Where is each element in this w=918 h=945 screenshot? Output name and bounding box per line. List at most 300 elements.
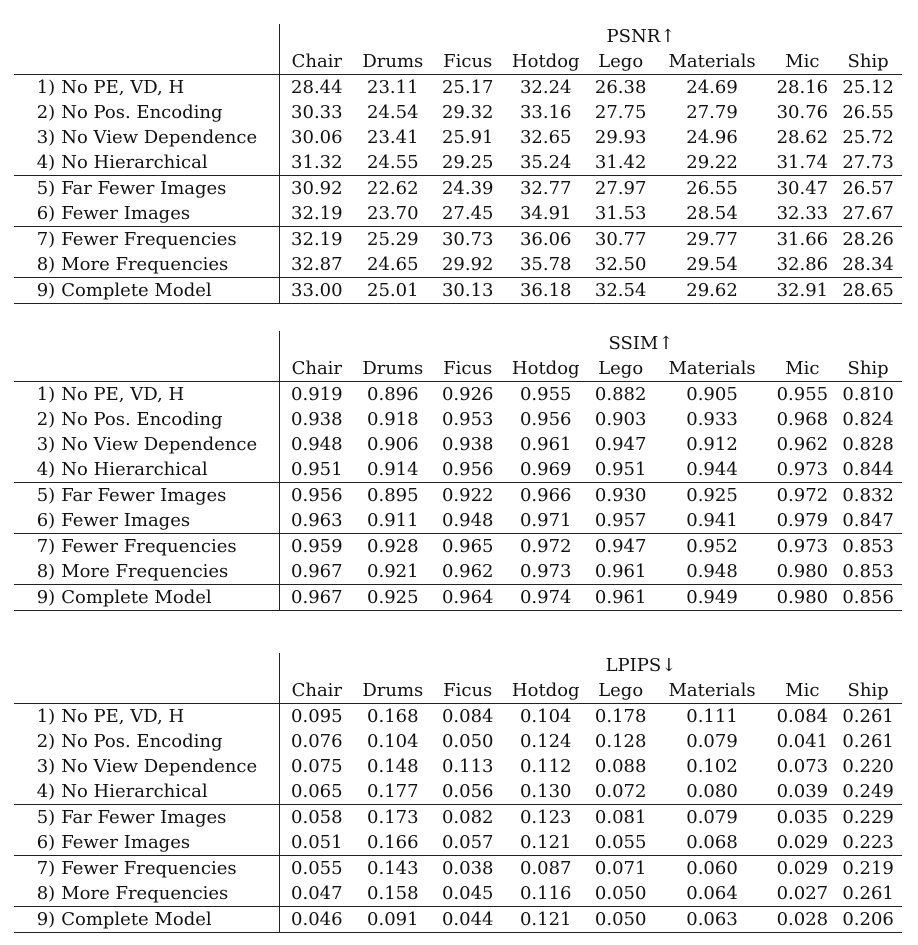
- table-cell: 29.22: [686, 152, 738, 173]
- table-row: [14, 559, 902, 585]
- table-cell: 0.051: [291, 832, 343, 853]
- table-cell: 0.944: [686, 459, 738, 480]
- row-number: 6): [36, 203, 56, 224]
- table-cell: 0.064: [686, 883, 738, 904]
- row-label: No View Dependence: [61, 754, 279, 779]
- table-cell: 27.75: [594, 102, 647, 123]
- table-cell: 31.66: [771, 227, 835, 253]
- table-cell: 0.073: [776, 756, 829, 777]
- metric-title: PSNR↑: [606, 26, 676, 47]
- table-row: [14, 754, 902, 779]
- table-cell: 0.949: [654, 585, 771, 611]
- column-header: Drums: [362, 680, 424, 701]
- header-blank: [14, 331, 279, 356]
- table-cell: 0.925: [654, 483, 771, 509]
- column-header: Chair: [291, 358, 343, 379]
- table-cell: 0.261: [842, 883, 894, 904]
- table-cell: 0.113: [441, 756, 494, 777]
- table-cell: 24.96: [686, 127, 738, 148]
- table-cell: 0.832: [834, 483, 902, 509]
- table-cell: 30.33: [291, 102, 343, 123]
- lpips-table: [14, 653, 902, 933]
- table-cell: 0.948: [686, 561, 738, 582]
- table-cell: 0.847: [842, 510, 894, 531]
- table-cell: 26.55: [654, 176, 771, 202]
- table-cell: 0.973: [519, 561, 572, 582]
- table-cell: 0.075: [291, 756, 343, 777]
- table-cell: 0.906: [367, 434, 419, 455]
- table-cell: 0.158: [367, 883, 419, 904]
- header-blank: [14, 356, 279, 382]
- table-cell: 0.206: [834, 907, 902, 933]
- table-cell: 0.938: [441, 434, 494, 455]
- row-label: Far Fewer Images: [61, 483, 279, 509]
- table-cell: 26.55: [842, 102, 894, 123]
- table-row: [14, 907, 902, 933]
- table-cell: 0.959: [279, 534, 353, 560]
- table-cell: 25.17: [432, 75, 504, 101]
- table-cell: 32.54: [588, 278, 654, 304]
- table-cell: 28.54: [686, 203, 738, 224]
- table-cell: 0.919: [279, 382, 353, 408]
- column-header: Ficus: [443, 51, 493, 72]
- column-header: Materials: [668, 51, 756, 72]
- row-label: More Frequencies: [61, 881, 279, 907]
- table-cell: 0.828: [842, 434, 894, 455]
- row-number: 2): [36, 409, 56, 430]
- row-label: Far Fewer Images: [61, 805, 279, 831]
- table-cell: 25.91: [441, 127, 494, 148]
- table-cell: 25.72: [842, 127, 894, 148]
- row-number: 8): [36, 883, 56, 904]
- table-cell: 0.104: [504, 704, 588, 730]
- table-cell: 0.882: [588, 382, 654, 408]
- table-cell: 0.095: [279, 704, 353, 730]
- row-number: 2): [36, 102, 56, 123]
- header-blank: [14, 653, 279, 678]
- table-cell: 26.57: [834, 176, 902, 202]
- table-cell: 0.038: [432, 856, 504, 882]
- table-cell: 0.895: [354, 483, 432, 509]
- table-cell: 27.97: [588, 176, 654, 202]
- row-label: Fewer Images: [61, 201, 279, 227]
- row-number: 4): [36, 152, 56, 173]
- metric-title: LPIPS↓: [605, 655, 677, 676]
- table-cell: 25.12: [834, 75, 902, 101]
- table-cell: 0.029: [771, 856, 835, 882]
- table-cell: 29.93: [594, 127, 647, 148]
- row-number: 4): [36, 781, 56, 802]
- table-row: [14, 252, 902, 278]
- table-cell: 36.18: [504, 278, 588, 304]
- table-cell: 0.088: [594, 756, 647, 777]
- row-label: Complete Model: [61, 278, 279, 304]
- table-cell: 0.173: [354, 805, 432, 831]
- column-header: Lego: [598, 51, 644, 72]
- table-cell: 31.42: [594, 152, 647, 173]
- row-label: Fewer Frequencies: [61, 227, 279, 253]
- table-cell: 36.06: [504, 227, 588, 253]
- table-cell: 0.035: [771, 805, 835, 831]
- row-label: No PE, VD, H: [61, 382, 279, 408]
- row-number: 3): [36, 434, 56, 455]
- table-cell: 0.980: [776, 561, 829, 582]
- table-cell: 25.01: [354, 278, 432, 304]
- row-number: 5): [14, 176, 61, 202]
- column-header: Drums: [362, 358, 424, 379]
- table-cell: 28.65: [834, 278, 902, 304]
- table-cell: 24.39: [432, 176, 504, 202]
- table-cell: 0.948: [291, 434, 343, 455]
- table-row: [14, 176, 902, 202]
- column-header: Ship: [847, 51, 889, 72]
- table-cell: 0.921: [367, 561, 419, 582]
- table-cell: 0.956: [441, 459, 494, 480]
- table-cell: 27.67: [842, 203, 894, 224]
- row-label: No PE, VD, H: [61, 704, 279, 730]
- table-row: [14, 805, 902, 831]
- table-cell: 23.70: [367, 203, 419, 224]
- table-cell: 32.77: [504, 176, 588, 202]
- table-cell: 32.50: [594, 254, 647, 275]
- table-row: [14, 729, 902, 754]
- table-cell: 30.73: [432, 227, 504, 253]
- table-cell: 0.076: [291, 731, 343, 752]
- psnr-table: [14, 24, 902, 304]
- table-cell: 0.956: [279, 483, 353, 509]
- table-cell: 31.74: [776, 152, 829, 173]
- row-number: 8): [36, 561, 56, 582]
- table-cell: 0.130: [519, 781, 572, 802]
- table-cell: 0.046: [279, 907, 353, 933]
- table-cell: 0.965: [432, 534, 504, 560]
- table-cell: 29.77: [654, 227, 771, 253]
- row-number: 6): [36, 832, 56, 853]
- table-cell: 0.220: [842, 756, 894, 777]
- table-cell: 0.964: [432, 585, 504, 611]
- table-cell: 0.028: [771, 907, 835, 933]
- table-row: [14, 881, 902, 907]
- table-row: [14, 856, 902, 882]
- row-number: 7): [14, 534, 61, 560]
- row-label: More Frequencies: [61, 559, 279, 585]
- table-cell: 29.25: [441, 152, 494, 173]
- table-cell: 0.261: [834, 704, 902, 730]
- table-cell: 30.47: [771, 176, 835, 202]
- table-cell: 29.92: [441, 254, 494, 275]
- table-cell: 0.971: [519, 510, 572, 531]
- table-cell: 0.148: [367, 756, 419, 777]
- row-label: No View Dependence: [61, 432, 279, 457]
- table-cell: 0.029: [776, 832, 829, 853]
- table-cell: 35.78: [519, 254, 572, 275]
- table-cell: 0.955: [771, 382, 835, 408]
- table-cell: 0.972: [771, 483, 835, 509]
- column-header: Mic: [785, 358, 820, 379]
- column-header: Drums: [362, 51, 424, 72]
- table-cell: 0.962: [441, 561, 494, 582]
- table-cell: 30.13: [432, 278, 504, 304]
- row-label: Fewer Frequencies: [61, 856, 279, 882]
- table-cell: 25.29: [354, 227, 432, 253]
- table-cell: 23.41: [367, 127, 419, 148]
- column-header: Chair: [291, 680, 343, 701]
- table-cell: 24.54: [367, 102, 419, 123]
- table-row: [14, 227, 902, 253]
- table-cell: 0.967: [291, 561, 343, 582]
- table-cell: 0.060: [654, 856, 771, 882]
- table-cell: 0.123: [504, 805, 588, 831]
- table-cell: 0.955: [504, 382, 588, 408]
- table-cell: 0.968: [776, 409, 829, 430]
- table-cell: 0.229: [834, 805, 902, 831]
- row-label: Fewer Images: [61, 830, 279, 856]
- table-cell: 0.973: [771, 534, 835, 560]
- table-cell: 24.65: [367, 254, 419, 275]
- table-cell: 0.856: [834, 585, 902, 611]
- table-cell: 0.178: [588, 704, 654, 730]
- table-row: [14, 508, 902, 534]
- table-cell: 0.853: [834, 534, 902, 560]
- table-cell: 0.951: [594, 459, 647, 480]
- table-cell: 0.143: [354, 856, 432, 882]
- table-cell: 30.06: [291, 127, 343, 148]
- table-cell: 0.961: [519, 434, 572, 455]
- table-cell: 0.962: [776, 434, 829, 455]
- row-label: No Pos. Encoding: [61, 100, 279, 125]
- row-number: 9): [14, 585, 61, 611]
- table-row: [14, 125, 902, 150]
- table-cell: 0.112: [519, 756, 572, 777]
- table-cell: 0.952: [654, 534, 771, 560]
- table-cell: 0.810: [834, 382, 902, 408]
- table-cell: 24.55: [367, 152, 419, 173]
- row-label: Complete Model: [61, 907, 279, 933]
- column-header: Lego: [598, 680, 644, 701]
- table-cell: 27.79: [686, 102, 738, 123]
- table-cell: 0.953: [441, 409, 494, 430]
- table-row: [14, 75, 902, 101]
- table-cell: 0.914: [367, 459, 419, 480]
- table-cell: 0.918: [367, 409, 419, 430]
- table-cell: 23.11: [354, 75, 432, 101]
- table-cell: 0.903: [594, 409, 647, 430]
- table-cell: 0.102: [686, 756, 738, 777]
- column-header: Ship: [847, 358, 889, 379]
- table-row: [14, 534, 902, 560]
- row-label: No Pos. Encoding: [61, 729, 279, 754]
- table-cell: 28.62: [776, 127, 829, 148]
- row-number: 3): [36, 756, 56, 777]
- table-cell: 0.941: [686, 510, 738, 531]
- table-cell: 29.54: [686, 254, 738, 275]
- column-header: Hotdog: [511, 51, 580, 72]
- table-cell: 28.34: [842, 254, 894, 275]
- table-cell: 0.080: [686, 781, 738, 802]
- table-cell: 0.969: [519, 459, 572, 480]
- table-cell: 32.33: [776, 203, 829, 224]
- row-number: 7): [14, 856, 61, 882]
- column-header: Ficus: [443, 680, 493, 701]
- column-header: Materials: [668, 358, 756, 379]
- table-cell: 32.19: [291, 203, 343, 224]
- table-cell: 0.947: [594, 434, 647, 455]
- table-cell: 0.951: [291, 459, 343, 480]
- table-cell: 0.045: [441, 883, 494, 904]
- column-header: Hotdog: [511, 358, 580, 379]
- table-cell: 0.084: [432, 704, 504, 730]
- ssim-table: [14, 331, 902, 611]
- table-cell: 0.911: [367, 510, 419, 531]
- table-cell: 0.926: [432, 382, 504, 408]
- table-cell: 27.45: [441, 203, 494, 224]
- column-header: Lego: [598, 358, 644, 379]
- row-number: 6): [36, 510, 56, 531]
- table-cell: 32.87: [291, 254, 343, 275]
- table-cell: 29.62: [654, 278, 771, 304]
- table-row: [14, 779, 902, 805]
- metric-title: SSIM↑: [608, 333, 674, 354]
- table-row: [14, 483, 902, 509]
- table-cell: 0.124: [519, 731, 572, 752]
- table-row: [14, 704, 902, 730]
- table-cell: 0.116: [519, 883, 572, 904]
- table-cell: 0.104: [367, 731, 419, 752]
- table-cell: 30.76: [776, 102, 829, 123]
- table-cell: 0.087: [504, 856, 588, 882]
- table-row: [14, 432, 902, 457]
- table-cell: 0.044: [432, 907, 504, 933]
- table-cell: 31.53: [594, 203, 647, 224]
- table-cell: 0.223: [842, 832, 894, 853]
- column-header: Hotdog: [511, 680, 580, 701]
- row-number: 5): [14, 805, 61, 831]
- table-cell: 0.261: [842, 731, 894, 752]
- table-cell: 0.168: [354, 704, 432, 730]
- table-cell: 0.973: [776, 459, 829, 480]
- table-cell: 0.128: [594, 731, 647, 752]
- table-cell: 32.91: [771, 278, 835, 304]
- table-cell: 24.69: [654, 75, 771, 101]
- column-header: Ficus: [443, 358, 493, 379]
- table-cell: 0.177: [367, 781, 419, 802]
- row-label: No Hierarchical: [61, 457, 279, 483]
- table-cell: 0.824: [842, 409, 894, 430]
- table-cell: 0.933: [686, 409, 738, 430]
- row-number: 1): [14, 704, 61, 730]
- table-cell: 0.948: [441, 510, 494, 531]
- row-number: 8): [36, 254, 56, 275]
- row-label: No PE, VD, H: [61, 75, 279, 101]
- table-cell: 0.071: [588, 856, 654, 882]
- table-cell: 0.974: [504, 585, 588, 611]
- table-cell: 0.928: [354, 534, 432, 560]
- row-number: 1): [14, 75, 61, 101]
- table-row: [14, 150, 902, 176]
- table-cell: 0.249: [842, 781, 894, 802]
- table-cell: 0.084: [771, 704, 835, 730]
- table-cell: 0.961: [594, 561, 647, 582]
- row-label: Far Fewer Images: [61, 176, 279, 202]
- table-cell: 0.121: [519, 832, 572, 853]
- column-header: Mic: [785, 680, 820, 701]
- table-cell: 0.027: [776, 883, 829, 904]
- table-cell: 0.047: [291, 883, 343, 904]
- table-cell: 28.16: [771, 75, 835, 101]
- row-number: 9): [14, 907, 61, 933]
- table-cell: 0.980: [771, 585, 835, 611]
- table-cell: 0.947: [588, 534, 654, 560]
- table-cell: 0.058: [279, 805, 353, 831]
- table-cell: 0.121: [504, 907, 588, 933]
- table-cell: 0.091: [354, 907, 432, 933]
- table-cell: 0.041: [776, 731, 829, 752]
- table-cell: 0.844: [842, 459, 894, 480]
- row-label: Fewer Images: [61, 508, 279, 534]
- table-cell: 0.957: [594, 510, 647, 531]
- table-cell: 0.050: [441, 731, 494, 752]
- row-label: No Hierarchical: [61, 779, 279, 805]
- table-cell: 0.055: [594, 832, 647, 853]
- table-cell: 0.065: [291, 781, 343, 802]
- table-cell: 27.73: [842, 152, 894, 173]
- table-row: [14, 457, 902, 483]
- table-cell: 0.068: [686, 832, 738, 853]
- table-cell: 33.00: [279, 278, 353, 304]
- row-label: More Frequencies: [61, 252, 279, 278]
- row-label: No Pos. Encoding: [61, 407, 279, 432]
- table-row: [14, 278, 902, 304]
- column-header: Ship: [847, 680, 889, 701]
- table-cell: 0.905: [654, 382, 771, 408]
- header-blank: [14, 49, 279, 75]
- table-cell: 0.963: [291, 510, 343, 531]
- table-row: [14, 382, 902, 408]
- table-cell: 0.166: [367, 832, 419, 853]
- row-number: 9): [14, 278, 61, 304]
- table-cell: 0.082: [432, 805, 504, 831]
- row-label: Complete Model: [61, 585, 279, 611]
- row-label: Fewer Frequencies: [61, 534, 279, 560]
- table-cell: 0.079: [686, 731, 738, 752]
- table-cell: 30.92: [279, 176, 353, 202]
- table-cell: 0.896: [354, 382, 432, 408]
- row-number: 4): [36, 459, 56, 480]
- table-cell: 0.912: [686, 434, 738, 455]
- table-cell: 32.19: [279, 227, 353, 253]
- table-cell: 0.979: [776, 510, 829, 531]
- table-cell: 0.930: [588, 483, 654, 509]
- table-cell: 0.972: [504, 534, 588, 560]
- row-number: 7): [14, 227, 61, 253]
- table-cell: 22.62: [354, 176, 432, 202]
- table-cell: 0.111: [654, 704, 771, 730]
- table-cell: 0.050: [588, 907, 654, 933]
- table-cell: 35.24: [519, 152, 572, 173]
- table-cell: 0.219: [834, 856, 902, 882]
- table-cell: 0.039: [776, 781, 829, 802]
- row-number: 1): [14, 382, 61, 408]
- header-blank: [14, 24, 279, 49]
- table-cell: 0.966: [504, 483, 588, 509]
- column-header: Mic: [785, 51, 820, 72]
- table-cell: 0.967: [279, 585, 353, 611]
- table-row: [14, 201, 902, 227]
- table-cell: 32.86: [776, 254, 829, 275]
- table-cell: 31.32: [291, 152, 343, 173]
- table-cell: 0.055: [279, 856, 353, 882]
- table-cell: 34.91: [519, 203, 572, 224]
